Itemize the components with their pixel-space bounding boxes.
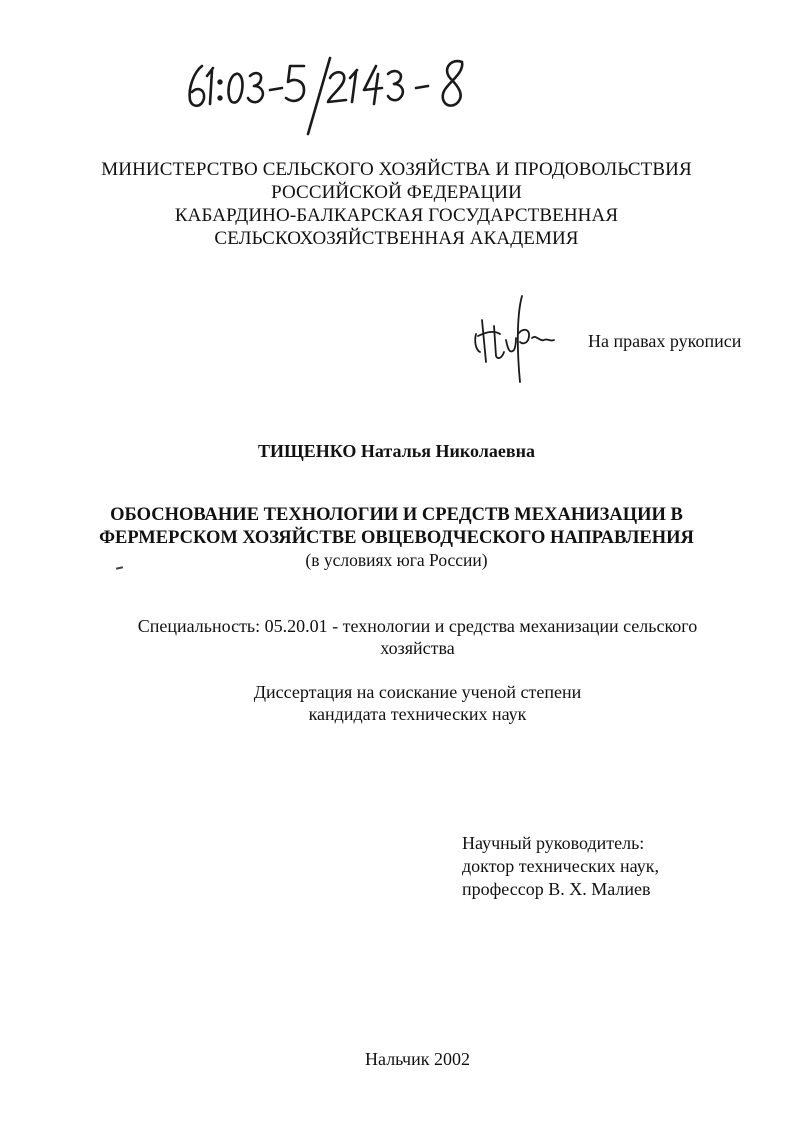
ministry-line-2: РОССИЙСКОЙ ФЕДЕРАЦИИ [271,182,522,203]
city-year: Нальчик 2002 [365,1049,470,1069]
dissertation-title [0,504,793,550]
speciality-block [0,615,793,659]
handwritten-signature [470,290,560,385]
degree-line-2: кандидата технических наук [308,704,527,724]
ministry-line-1: МИНИСТЕРСТВО СЕЛЬСКОГО ХОЗЯЙСТВА И ПРОДОВОЛЬСТВИЯ [101,159,692,180]
title-line-1: ОБОСНОВАНИЕ ТЕХНОЛОГИИ И СРЕДСТВ МЕХАНИЗАЦИИ В [110,505,683,525]
degree-block [0,681,793,725]
rights-notice: На правах рукописи [588,331,742,351]
supervisor-block [462,832,659,901]
title-subtitle: (в условиях юга России) [305,550,488,570]
ministry-line-3: КАБАРДИНО-БАЛКАРСКАЯ ГОСУДАРСТВЕННАЯ [174,205,619,226]
speciality-line-1: Специальность: 05.20.01 - технологии и средства механизации сельского [137,616,698,636]
supervisor-line-2: доктор технических наук, [462,856,659,876]
supervisor-line-3: профессор В. Х. Малиев [462,879,651,899]
speciality-line-2: хозяйства [380,638,455,658]
title-line-2: ФЕРМЕРСКОМ ХОЗЯЙСТВЕ ОВЦЕВОДЧЕСКОГО НАПРАВЛЕНИЯ [99,528,694,548]
ministry-header [0,158,793,250]
author-name: ТИЩЕНКО Наталья Николаевна [258,441,535,461]
supervisor-line-1: Научный руководитель: [462,833,645,853]
ministry-line-4: СЕЛЬСКОХОЗЯЙСТВЕННАЯ АКАДЕМИЯ [214,228,579,249]
degree-line-1: Диссертация на соискание ученой степени [253,682,582,702]
handwritten-registry-number [180,48,480,138]
